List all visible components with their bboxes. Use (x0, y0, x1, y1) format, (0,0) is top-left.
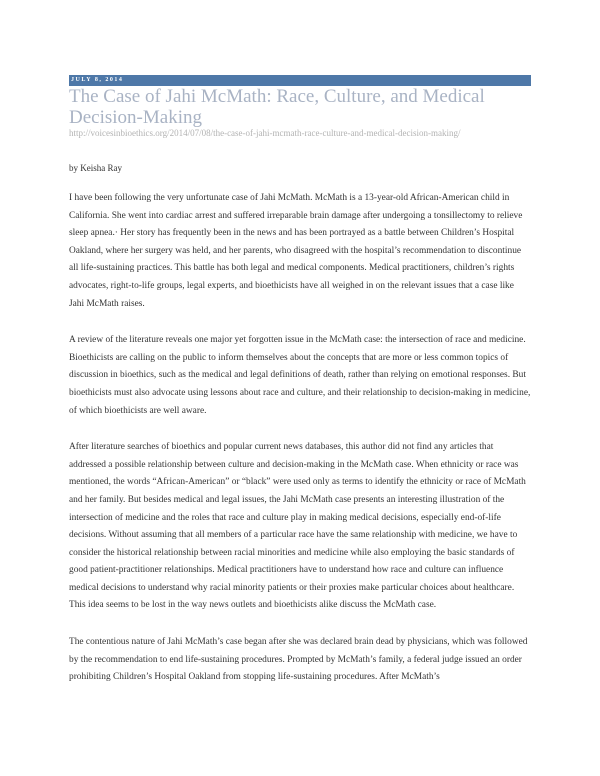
paragraph-1: I have been following the very unfortunate case of Jahi McMath. McMath is a 13-year-old African-American child in California. She went into cardiac arrest and suffered irreparable brain damage after undergoing a tonsillectomy to relieve sleep apnea.· Her story has frequently been in the news and has been portrayed as a battle between Children’s Hospital Oakland, where her surgery was held, and her parents, who disagreed with the hospital’s recommendation to discontinue all life-sustaining practices. This battle has both legal and medical components. Medical practitioners, children’s rights advocates, right-to-life groups, legal experts, and bioethicists have all weighed in on the relevant issues that a case like Jahi McMath raises. (69, 193, 523, 309)
article-title: The Case of Jahi McMath: Race, Culture, and Medical Decision-Making (69, 86, 485, 128)
article-url[interactable]: http://voicesinbioethics.org/2014/07/08/the-case-of-jahi-mcmath-race-culture-and-medical-decision-making/ (69, 128, 461, 138)
paragraph-3: After literature searches of bioethics and popular current news databases, this author did not find any articles that addressed a possible relationship between culture and decision-making in the McMath case. When ethnicity or race was mentioned, the words “African-American” or “black” were used only as terms to identify the ethnicity or race of McMath and her family. But besides medical and legal issues, the Jahi McMath case presents an interesting illustration of the intersection of medicine and the roles that race and culture play in making medical decisions, especially end-of-life decisions. Without assuming that all members of a particular race have the same relationship with medicine, we have to consider the historical relationship between racial minorities and medicine while also employing the basic standards of good patient-practitioner relationships. Medical practitioners have to understand how race and culture can influence medical decisions to understand why racial minority patients or their proxies make particular choices about healthcare. This idea seems to be lost in the way news outlets and bioethicists alike discuss the McMath case. (69, 442, 526, 611)
date-bar (69, 75, 531, 86)
paragraph-4: The contentious nature of Jahi McMath’s case began after she was declared brain dead by physicians, which was followed by the recommendation to end life-sustaining procedures. Prompted by McMath’s family, a federal judge issued an order prohibiting Children’s Hospital Oakland from stopping life-sustaining procedures. After McMath’s (69, 637, 528, 683)
post-date: JULY 8, 2014 (71, 77, 124, 83)
article-body (69, 190, 531, 706)
paragraph-2: A review of the literature reveals one major yet forgotten issue in the McMath case: the intersection of race and medicine. Bioethicists are calling on the public to inform themselves about the concepts that are more or less common topics of discussion in bioethics, such as the medical and legal definitions of death, rather than relying on emotional responses. But bioethicists must also advocate using lessons about race and culture, and their relationship to decision-making in medicine, of which bioethicists are well aware. (69, 335, 531, 416)
author-byline: by Keisha Ray (69, 163, 122, 173)
